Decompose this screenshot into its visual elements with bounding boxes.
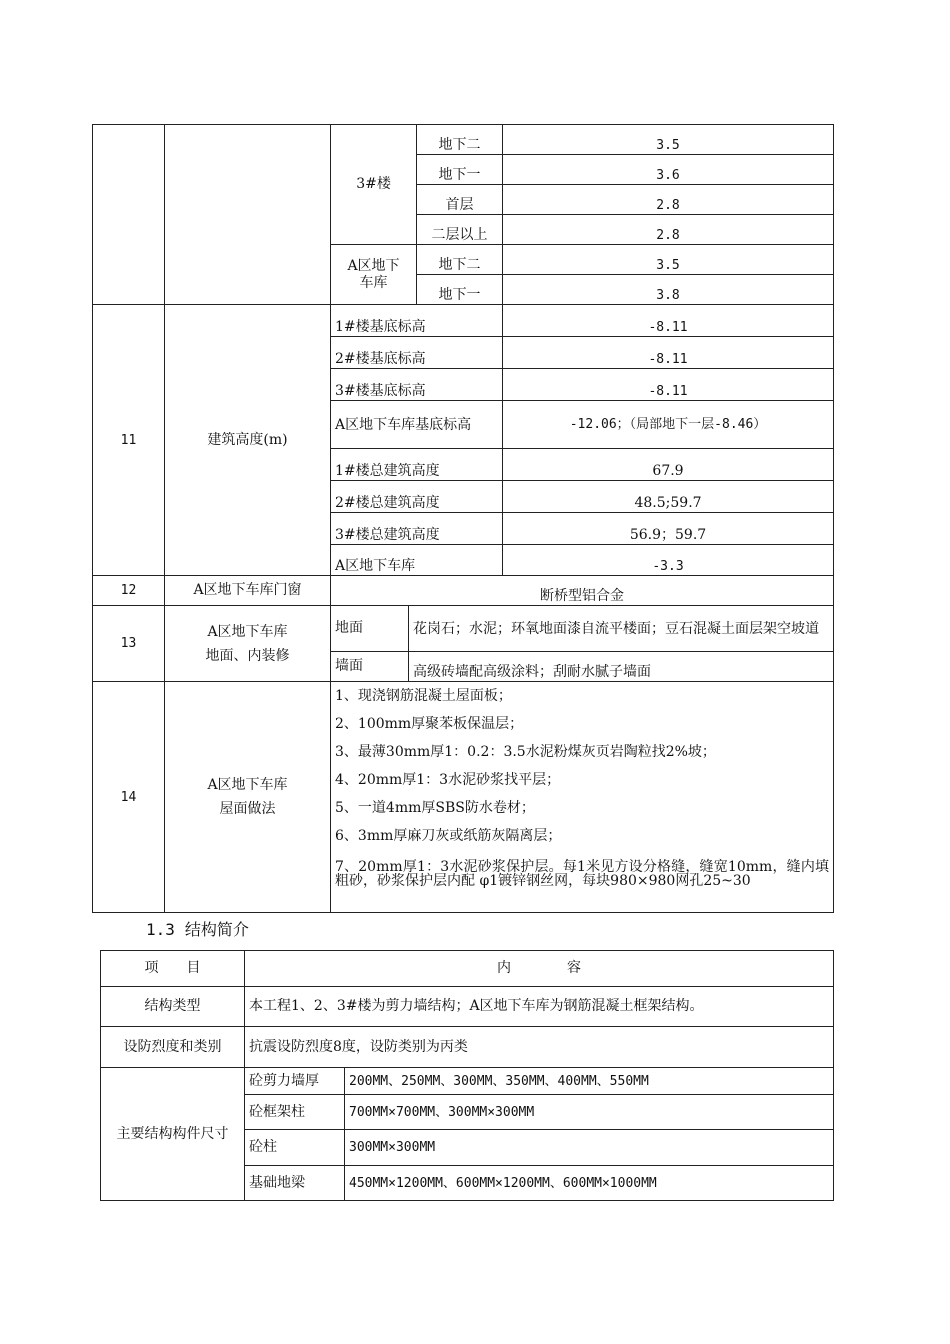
structure-type-value: 本工程1、2、3#楼为剪力墙结构；A区地下车库为钢筋混凝土框架结构。	[245, 987, 834, 1027]
row-number: 11	[93, 305, 165, 576]
height-label: A区地下车库	[331, 545, 503, 576]
row-number: 13	[93, 606, 165, 682]
height-value: 67.9	[503, 449, 834, 481]
floor-height: 3.5	[503, 245, 834, 275]
roof-step: 4、20mm厚1：3水泥砂浆找平层；	[335, 772, 561, 788]
row-number: 12	[93, 576, 165, 606]
floor-height: 2.8	[503, 185, 834, 215]
header-item: 项 目	[101, 951, 245, 987]
member-size: 300MM×300MM	[345, 1130, 834, 1166]
height-label: 2#楼总建筑高度	[331, 481, 503, 513]
floor-label: 地下二	[417, 245, 503, 275]
row-item: A区地下车库 屋面做法	[165, 682, 331, 913]
member-name: 砼柱	[245, 1130, 345, 1166]
floor-label: 地下一	[417, 155, 503, 185]
height-value: -8.11	[503, 337, 834, 369]
height-value: -3.3	[503, 545, 834, 576]
member-name: 基础地梁	[245, 1166, 345, 1201]
garage-label: A区地下车库	[331, 245, 417, 305]
height-label: 1#楼总建筑高度	[331, 449, 503, 481]
floor-label: 二层以上	[417, 215, 503, 245]
roof-step: 7、20mm厚1：3水泥砂浆保护层。每1米见方设分格缝，缝宽10mm，缝内填粗砂，砂浆保护层内配 φ1镀锌钢丝网，每块980×980网孔25~30	[335, 859, 830, 889]
building3-label: 3#楼	[331, 125, 417, 245]
header-content: 内 容	[245, 951, 834, 987]
row-number: 14	[93, 682, 165, 913]
floor-label: 地下二	[417, 125, 503, 155]
member-size: 200MM、250MM、300MM、350MM、400MM、550MM	[345, 1068, 834, 1095]
roof-step: 3、最薄30mm厚1：0.2：3.5水泥粉煤灰页岩陶粒找2%坡；	[335, 744, 716, 760]
height-label: A区地下车库基底标高	[331, 401, 503, 449]
window-material: 断桥型铝合金	[331, 576, 834, 606]
floor-finish-label: 地面	[331, 606, 409, 652]
member-size: 700MM×700MM、300MM×300MM	[345, 1095, 834, 1130]
row-item: A区地下车库门窗	[165, 576, 331, 606]
roof-step: 1、现浇钢筋混凝土屋面板；	[335, 688, 512, 704]
member-size: 450MM×1200MM、600MM×1200MM、600MM×1000MM	[345, 1166, 834, 1201]
height-label: 3#楼基底标高	[331, 369, 503, 401]
floor-label: 首层	[417, 185, 503, 215]
structure-table	[100, 950, 834, 1201]
height-label: 2#楼基底标高	[331, 337, 503, 369]
roof-step: 6、3mm厚麻刀灰或纸筋灰隔离层；	[335, 828, 562, 844]
roof-step: 5、一道4mm厚SBS防水卷材；	[335, 800, 535, 816]
building-info-table	[92, 124, 834, 913]
height-value: 48.5;59.7	[503, 481, 834, 513]
row-item: 建筑高度(m)	[165, 305, 331, 576]
member-name: 砼框架柱	[245, 1095, 345, 1130]
member-name: 砼剪力墙厚	[245, 1068, 345, 1095]
wall-finish-value: 高级砖墙配高级涂料；刮耐水腻子墙面	[409, 652, 834, 682]
row-item: A区地下车库 地面、内装修	[165, 606, 331, 682]
section-title: 结构简介	[184, 920, 249, 939]
floor-finish-value: 花岗石；水泥；环氧地面漆自流平楼面；豆石混凝土面层架空坡道	[409, 606, 834, 652]
height-label: 3#楼总建筑高度	[331, 513, 503, 545]
seismic-label: 设防烈度和类别	[101, 1027, 245, 1068]
cell-blank-item	[165, 125, 331, 305]
height-value: -8.11	[503, 305, 834, 337]
height-label: 1#楼基底标高	[331, 305, 503, 337]
structure-type-label: 结构类型	[101, 987, 245, 1027]
height-value: 56.9；59.7	[503, 513, 834, 545]
section-number: 1.3	[146, 920, 175, 939]
section-heading	[146, 917, 249, 940]
floor-label: 地下一	[417, 275, 503, 305]
cell-blank-no	[93, 125, 165, 305]
wall-finish-label: 墙面	[331, 652, 409, 682]
roof-steps	[331, 682, 834, 913]
height-value: -12.06；（局部地下一层-8.46）	[503, 401, 834, 449]
members-label: 主要结构构件尺寸	[101, 1068, 245, 1201]
seismic-value: 抗震设防烈度8度，设防类别为丙类	[245, 1027, 834, 1068]
roof-step: 2、100mm厚聚苯板保温层；	[335, 716, 524, 732]
floor-height: 3.5	[503, 125, 834, 155]
floor-height: 3.8	[503, 275, 834, 305]
height-value: -8.11	[503, 369, 834, 401]
floor-height: 2.8	[503, 215, 834, 245]
floor-height: 3.6	[503, 155, 834, 185]
